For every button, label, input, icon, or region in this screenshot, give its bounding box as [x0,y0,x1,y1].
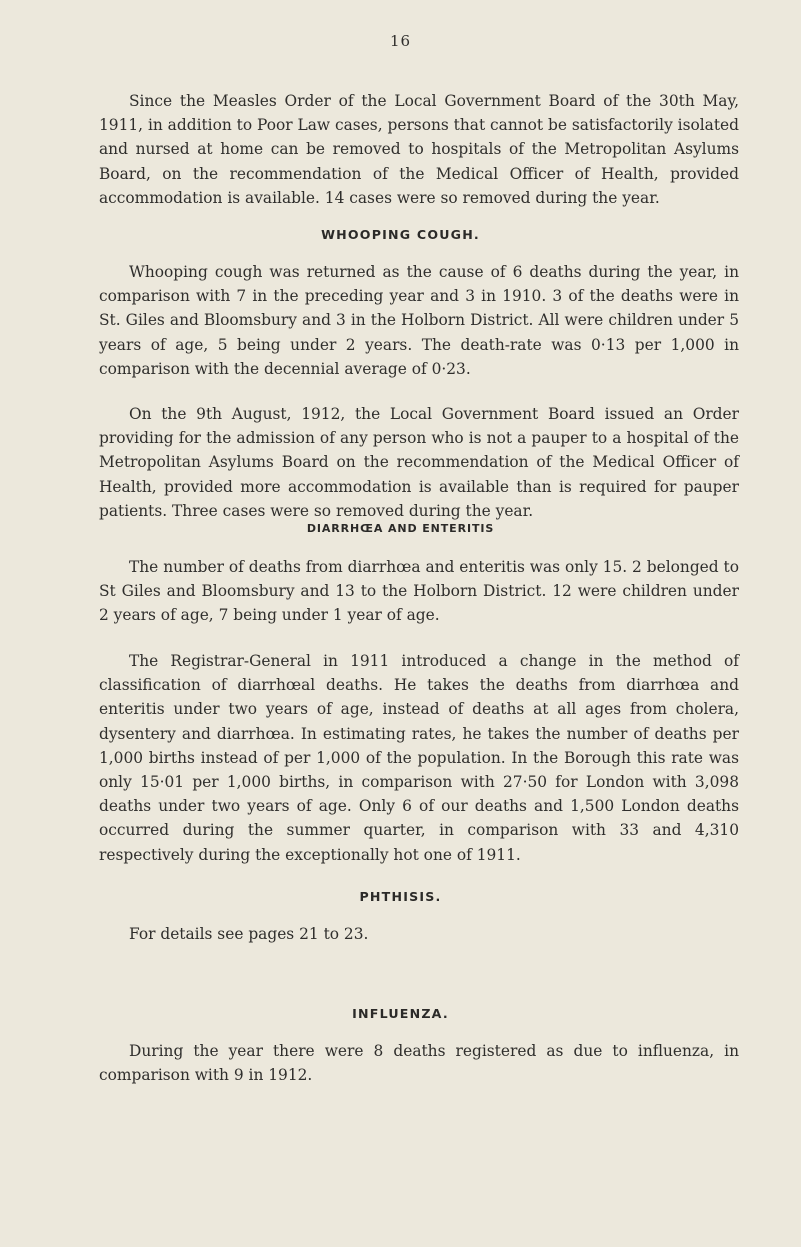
phthisis-heading: PHTHISIS. [359,889,442,904]
diarrhoea-paragraph-2: The Registrar-General in 1911 introduced a change in the method of classification of diarrhœal deaths. He takes the deaths from diarrhœa and enteritis under two years of age, instead of deaths at all ages from cholera, dysentery and diarrhœa. In estimating rates, he takes the number of deaths per 1,000 births instead of per 1,000 of the population. In the Borough this rate was only 15·01 per 1,000 births, in comparison with 27·50 for London with 3,098 deaths under two years of age. Only 6 of our deaths and 1,500 London deaths occurred during the summer quarter, in comparison with 33 and 4,310 respectively during the exceptionally hot one of 1911. [99,652,739,864]
whooping-cough-paragraph-1: Whooping cough was returned as the cause of 6 deaths during the year, in comparison with 7 in the preceding year and 3 in 1910. 3 of the deaths were in St. Giles and Bloomsbury and 3 in the Holborn District. All were children under 5 years of age, 5 being under 2 years. The death-rate was 0·13 per 1,000 in comparison with the decennial average of 0·23. [99,263,739,378]
diarrhoea-heading: DIARRHŒA AND ENTERITIS [306,522,495,535]
influenza-paragraph: During the year there were 8 deaths registered as due to influenza, in comparison with 9 in 1912. [99,1042,739,1085]
measles-paragraph: Since the Measles Order of the Local Government Board of the 30th May, 1911, in addition to Poor Law cases, persons that cannot be satisfactorily isolated and nursed at home can be removed to hospitals of the Metropolitan Asylums Board, on the recommendation of the Medical Officer of Health, provided accommodation is available. 14 cases were so removed during the year. [99,92,739,207]
influenza-heading: INFLUENZA. [352,1006,449,1021]
whooping-cough-heading: WHOOPING COUGH. [321,227,480,242]
diarrhoea-paragraph-1: The number of deaths from diarrhœa and enteritis was only 15. 2 belonged to St Giles and Bloomsbury and 13 to the Holborn District. 12 were children under 2 years of age, 7 being under 1 year of age. [99,558,739,625]
whooping-cough-paragraph-2: On the 9th August, 1912, the Local Government Board issued an Order providing for the admission of any person who is not a pauper to a hospital of the Metropolitan Asylums Board on the recommendation of the Medical Officer of Health, provided more accommodation is available than is required for pauper patients. Three cases were so removed during the year. [99,405,739,520]
phthisis-paragraph: For details see pages 21 to 23. [129,925,369,943]
page-number: 16 [389,32,412,50]
